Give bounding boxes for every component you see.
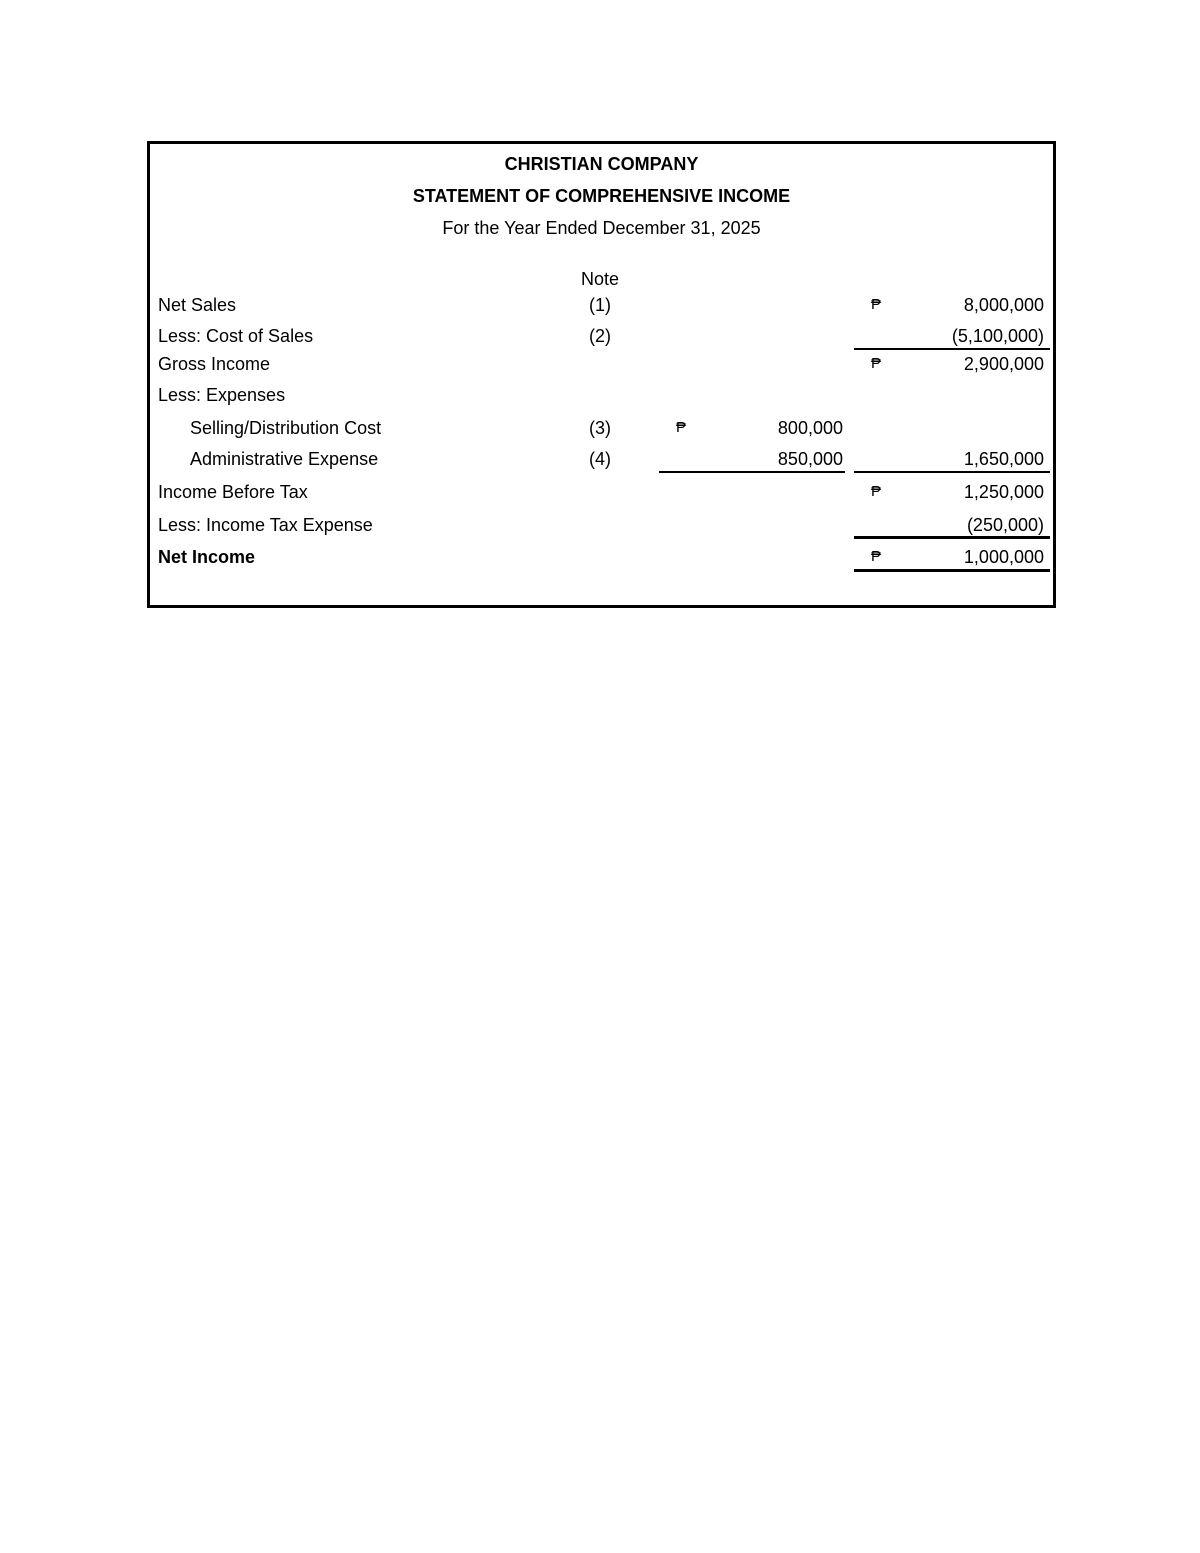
selling-cost-amount: 800,000 <box>777 418 843 438</box>
income-tax-amount: (250,000) <box>966 515 1044 535</box>
cost-of-sales-label: Less: Cost of Sales <box>158 326 314 346</box>
income-before-tax-label: Income Before Tax <box>158 482 308 502</box>
double-underline-net-income <box>854 569 1050 572</box>
net-income-amount: 1,000,000 <box>963 547 1044 567</box>
cost-of-sales-note: (2) <box>589 326 611 346</box>
gross-income-label: Gross Income <box>158 354 271 374</box>
peso-sign: ₱ <box>675 419 686 436</box>
gross-income-amount: 2,900,000 <box>963 354 1044 374</box>
net-sales-label: Net Sales <box>158 295 237 315</box>
admin-expense-label: Administrative Expense <box>190 449 379 469</box>
total-expenses-amount: 1,650,000 <box>963 449 1044 469</box>
selling-cost-label: Selling/Distribution Cost <box>190 418 382 438</box>
underline-cost-of-sales <box>854 348 1050 350</box>
peso-sign: ₱ <box>870 548 881 565</box>
cost-of-sales-amount: (5,100,000) <box>951 326 1044 346</box>
income-before-tax-amount: 1,250,000 <box>963 482 1044 502</box>
net-income-label: Net Income <box>158 547 256 567</box>
statement-title: STATEMENT OF COMPREHENSIVE INCOME <box>412 186 791 206</box>
income-tax-label: Less: Income Tax Expense <box>158 515 373 535</box>
admin-expense-note: (4) <box>589 449 611 469</box>
statement-period: For the Year Ended December 31, 2025 <box>442 218 761 238</box>
admin-expense-amount: 850,000 <box>777 449 843 469</box>
company-name: CHRISTIAN COMPANY <box>504 154 699 174</box>
underline-income-tax <box>854 536 1050 539</box>
peso-sign: ₱ <box>870 355 881 372</box>
income-statement <box>147 141 1056 608</box>
net-sales-note: (1) <box>589 295 611 315</box>
net-sales-amount: 8,000,000 <box>963 295 1044 315</box>
underline-admin-expense <box>659 471 845 473</box>
underline-total-expenses <box>854 471 1050 473</box>
selling-cost-note: (3) <box>589 418 611 438</box>
note-column-header: Note <box>580 269 620 289</box>
peso-sign: ₱ <box>870 483 881 500</box>
peso-sign: ₱ <box>870 296 881 313</box>
expenses-heading: Less: Expenses <box>158 385 286 405</box>
